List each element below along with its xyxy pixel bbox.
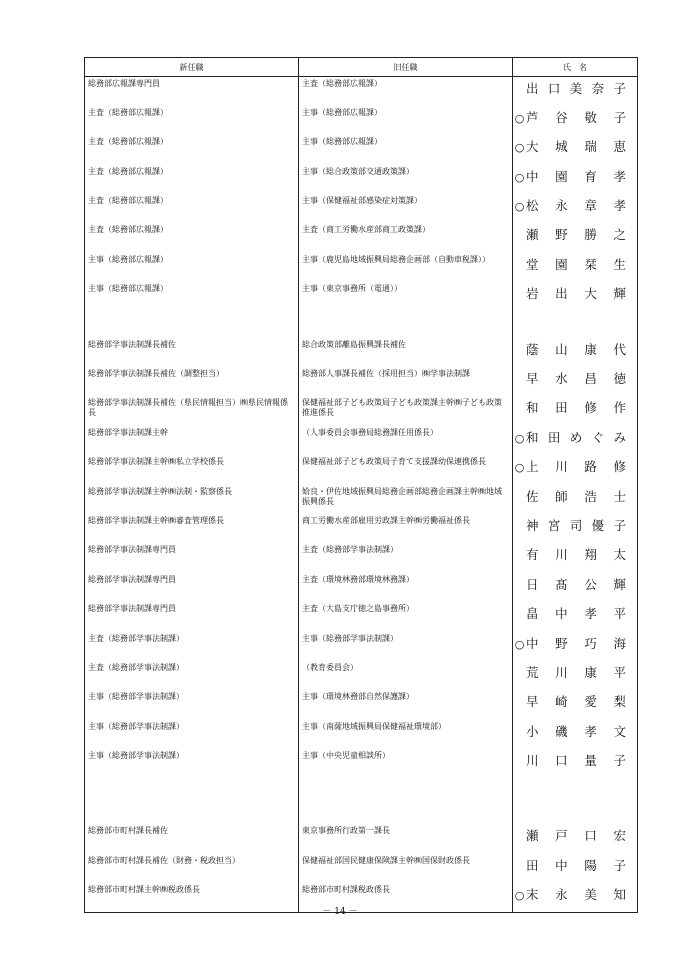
new-post-cell: 主査（総務部学事法制課） <box>85 632 299 661</box>
name-cell <box>513 749 638 778</box>
new-post-cell: 主事（総務部広報課） <box>85 253 299 282</box>
new-post-cell: 主査（総務部広報課） <box>85 194 299 223</box>
name-cell <box>513 543 638 572</box>
new-post-cell: 主査（総務部広報課） <box>85 106 299 135</box>
new-post-cell: 主査（総務部広報課） <box>85 223 299 252</box>
new-post-cell: 総務部学事法制課長補佐 <box>85 338 299 367</box>
old-post-cell: 商工労働水産部雇用労政課主幹㈱労働福祉係長 <box>299 514 513 543</box>
page-number: － 14 － <box>322 907 358 917</box>
table-row <box>85 223 638 252</box>
new-post-cell: 主査（総務部学事法制課） <box>85 661 299 690</box>
name-cell <box>513 426 638 455</box>
old-post-cell: 主事（総務部広報課） <box>299 135 513 164</box>
new-post-cell: 総務部広報課専門員 <box>85 77 299 106</box>
old-post-cell: 主査（環境林務部環境林務課） <box>299 573 513 602</box>
circle-mark: ○ <box>514 461 525 475</box>
table-row <box>85 165 638 194</box>
name-cell <box>513 223 638 252</box>
person-name: 蔭山康代 <box>526 341 626 357</box>
table-row <box>85 338 638 367</box>
new-post-cell: 総務部学事法制課主幹 <box>85 426 299 455</box>
table-row <box>85 77 638 106</box>
table-row <box>85 106 638 135</box>
new-post-cell: 総務部学事法制課長補佐（県民情報担当）㈱県民情報係長 <box>85 396 299 425</box>
new-post-cell: 総務部学事法制課主幹㈱審査管理係長 <box>85 514 299 543</box>
table-row <box>85 514 638 543</box>
old-post-cell: 主事（総合政策部交通政策課） <box>299 165 513 194</box>
person-name: 川口量子 <box>526 753 626 769</box>
person-name: 出口美奈子 <box>526 81 626 96</box>
new-post-cell: 主事（総務部学事法制課） <box>85 749 299 778</box>
spacer-cell <box>85 312 299 338</box>
spacer-cell <box>299 312 513 338</box>
header-new-post: 新任職 <box>85 58 299 77</box>
name-cell <box>513 338 638 367</box>
old-post-cell: 保健福祉部子ども政策局子育て支援課幼保連携係長 <box>299 455 513 484</box>
new-post-cell: 主事（総務部広報課） <box>85 282 299 311</box>
old-post-cell: 主査（商工労働水産部商工政策課） <box>299 223 513 252</box>
person-name: 早水昌徳 <box>526 371 626 387</box>
circle-mark: ○ <box>514 111 525 125</box>
circle-mark: ○ <box>514 431 525 445</box>
table-row <box>85 749 638 778</box>
new-post-cell: 総務部市町村課主幹㈱税政係長 <box>85 883 299 912</box>
table-row <box>85 824 638 853</box>
table-row <box>85 720 638 749</box>
person-name: 早崎愛梨 <box>526 694 626 710</box>
name-cell <box>513 77 638 106</box>
table-row <box>85 367 638 396</box>
header-old-post: 旧任職 <box>299 58 513 77</box>
person-name: 中園育孝 <box>526 168 626 184</box>
person-name: 岩出大輝 <box>526 286 626 302</box>
table-row <box>85 426 638 455</box>
name-cell <box>513 854 638 883</box>
old-post-cell: 主事（東京事務所（電通）） <box>299 282 513 311</box>
old-post-cell: 総務部市町村課税政係長 <box>299 883 513 912</box>
spacer-cell <box>299 778 513 824</box>
name-cell <box>513 396 638 425</box>
person-name: 佐師浩士 <box>526 488 626 504</box>
old-post-cell: 主査（総務部学事法制課） <box>299 543 513 572</box>
old-post-cell: 主査（大島支庁徳之島事務所） <box>299 602 513 631</box>
name-cell <box>513 720 638 749</box>
person-name: 芦谷敬子 <box>526 109 626 125</box>
table-row <box>85 194 638 223</box>
name-cell <box>513 602 638 631</box>
table-row <box>85 396 638 425</box>
circle-mark: ○ <box>514 170 525 184</box>
new-post-cell: 主事（総務部学事法制課） <box>85 690 299 719</box>
person-name: 荒川康平 <box>526 664 626 680</box>
old-post-cell: （教育委員会） <box>299 661 513 690</box>
old-post-cell: 主査（総務部広報課） <box>299 77 513 106</box>
person-name: 和田修作 <box>526 400 626 416</box>
name-cell <box>513 367 638 396</box>
header-name: 氏 名 <box>513 58 638 77</box>
person-name: 小磯孝文 <box>526 723 626 739</box>
person-name: 末永美知 <box>526 887 626 903</box>
old-post-cell: 主事（環境林務部自然保護課） <box>299 690 513 719</box>
name-cell <box>513 661 638 690</box>
name-cell <box>513 632 638 661</box>
old-post-cell: （人事委員会事務局総務課任用係長） <box>299 426 513 455</box>
person-name: 中野巧海 <box>526 635 626 651</box>
new-post-cell: 主査（総務部広報課） <box>85 165 299 194</box>
name-cell <box>513 253 638 282</box>
person-name: 畠中孝平 <box>526 606 626 622</box>
table-row <box>85 253 638 282</box>
new-post-cell: 総務部学事法制課専門員 <box>85 602 299 631</box>
name-cell <box>513 573 638 602</box>
name-cell <box>513 690 638 719</box>
name-cell <box>513 455 638 484</box>
old-post-cell: 主事（総務部広報課） <box>299 106 513 135</box>
name-cell <box>513 165 638 194</box>
table-row <box>85 661 638 690</box>
person-name: 上川路修 <box>526 459 626 475</box>
circle-mark: ○ <box>514 889 525 903</box>
circle-mark: ○ <box>514 200 525 214</box>
group-spacer <box>85 312 638 338</box>
spacer-cell <box>85 778 299 824</box>
new-post-cell: 総務部市町村課長補佐（財務・税政担当） <box>85 854 299 883</box>
new-post-cell: 主事（総務部学事法制課） <box>85 720 299 749</box>
table-row <box>85 485 638 514</box>
person-name: 大城瑞恵 <box>526 139 626 155</box>
table-row <box>85 690 638 719</box>
new-post-cell: 総務部市町村課長補佐 <box>85 824 299 853</box>
table-row <box>85 573 638 602</box>
circle-mark: ○ <box>514 141 525 155</box>
old-post-cell: 総務部人事課長補佐（採用担当）㈱学事法制課 <box>299 367 513 396</box>
old-post-cell: 主事（保健福祉部感染症対策課） <box>299 194 513 223</box>
old-post-cell: 主事（総務部学事法制課） <box>299 632 513 661</box>
person-name: 松永章孝 <box>526 198 626 214</box>
group-spacer <box>85 778 638 824</box>
new-post-cell: 主査（総務部広報課） <box>85 135 299 164</box>
old-post-cell: 姶良・伊佐地域振興局総務企画部総務企画課主幹㈱地域振興係長 <box>299 485 513 514</box>
table-row <box>85 282 638 311</box>
table-row <box>85 632 638 661</box>
name-cell <box>513 135 638 164</box>
name-cell <box>513 824 638 853</box>
new-post-cell: 総務部学事法制課主幹㈱法制・監察係長 <box>85 485 299 514</box>
old-post-cell: 主事（中央児童相談所） <box>299 749 513 778</box>
old-post-cell: 保健福祉部国民健康保険課主幹㈱国保財政係長 <box>299 854 513 883</box>
spacer-cell <box>513 312 638 338</box>
old-post-cell: 主事（鹿児島地域振興局総務企画部（自動車税課）） <box>299 253 513 282</box>
spacer-cell <box>513 778 638 824</box>
table-row <box>85 602 638 631</box>
person-name: 瀬戸口宏 <box>526 828 626 844</box>
old-post-cell: 総合政策部離島振興課長補佐 <box>299 338 513 367</box>
circle-mark: ○ <box>514 637 525 651</box>
table-row <box>85 455 638 484</box>
person-name: 有川翔太 <box>526 547 626 563</box>
new-post-cell: 総務部学事法制課長補佐（調整担当） <box>85 367 299 396</box>
person-name: 田中陽子 <box>526 857 626 873</box>
table-row <box>85 854 638 883</box>
old-post-cell: 保健福祉部子ども政策局子ども政策課主幹㈱子ども政策推進係長 <box>299 396 513 425</box>
name-cell <box>513 282 638 311</box>
person-name: 日髙公輝 <box>526 576 626 592</box>
old-post-cell: 主事（南薩地域振興局保健福祉環境部） <box>299 720 513 749</box>
person-name: 和田めぐみ <box>526 429 626 445</box>
header-row <box>85 58 638 77</box>
new-post-cell: 総務部学事法制課主幹㈱私立学校係長 <box>85 455 299 484</box>
personnel-table <box>84 57 638 913</box>
name-cell <box>513 514 638 543</box>
old-post-cell: 東京事務所行政第一課長 <box>299 824 513 853</box>
table-row <box>85 543 638 572</box>
name-cell <box>513 194 638 223</box>
person-name: 堂園栞生 <box>526 256 626 272</box>
name-cell <box>513 106 638 135</box>
person-name: 瀬野勝之 <box>526 227 626 243</box>
table-row <box>85 135 638 164</box>
new-post-cell: 総務部学事法制課専門員 <box>85 543 299 572</box>
name-cell <box>513 485 638 514</box>
new-post-cell: 総務部学事法制課専門員 <box>85 573 299 602</box>
person-name: 神宮司優子 <box>526 517 626 533</box>
